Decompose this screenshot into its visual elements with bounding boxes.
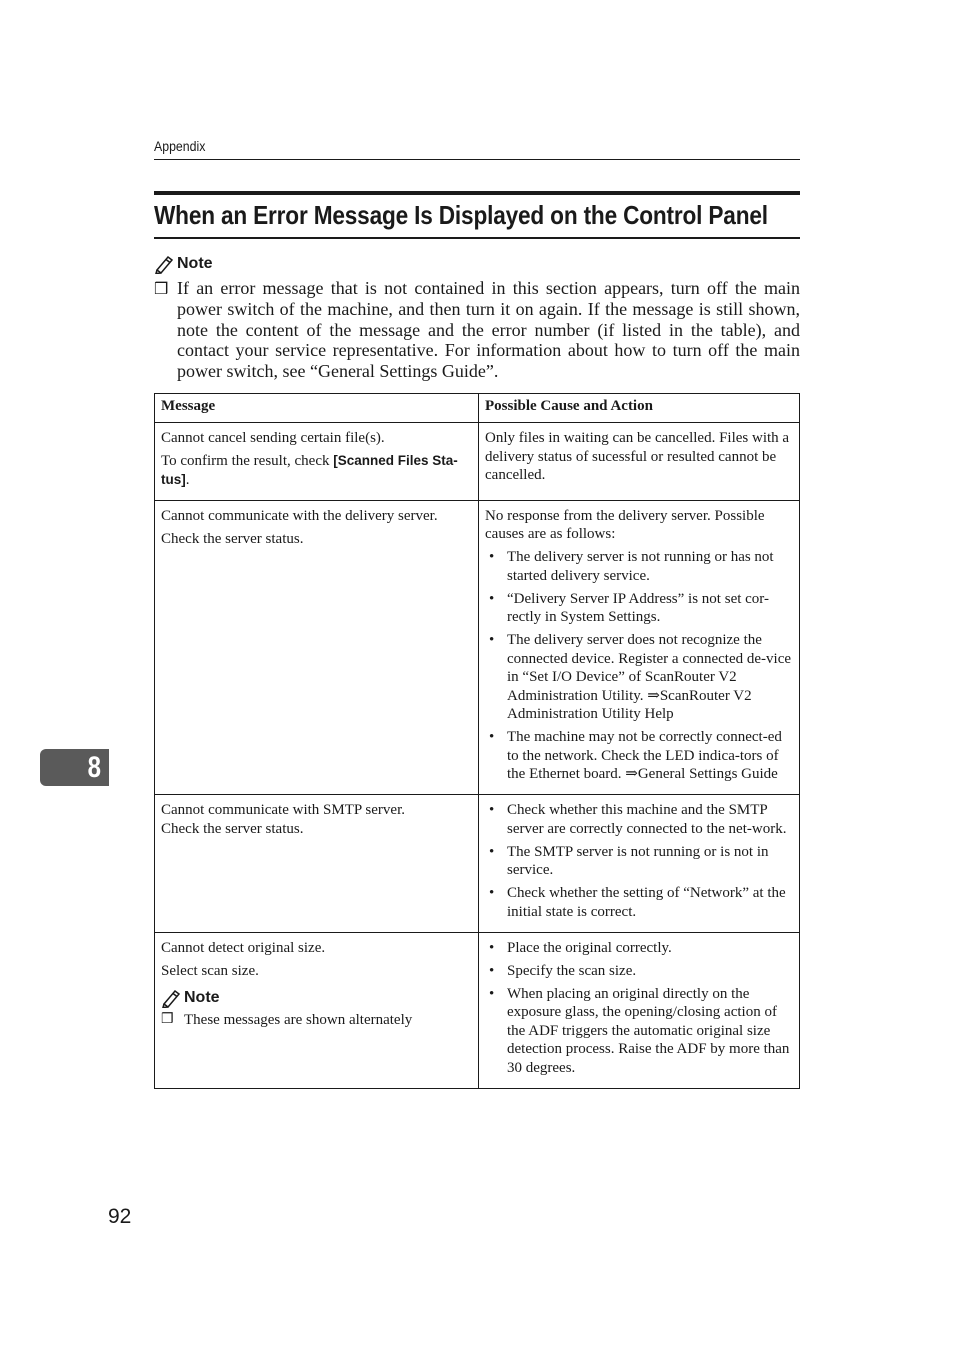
cause-text: Only files in waiting can be cancelled. Files with a delivery status of sucessful or resulted cannot be cancelled. xyxy=(485,430,790,483)
keyword-scanned-files-status: [Scanned Files Sta-tus] xyxy=(161,453,458,487)
message-line xyxy=(161,452,472,489)
cause-cell xyxy=(479,932,800,1088)
page-title: When an Error Message Is Displayed on the Control Panel xyxy=(154,200,768,230)
note-text: If an error message that is not contained in this section appears, turn off the main power switch of the machine, and then turn it on again. If the message is still shown, note the content of the message and the error number (if listed in the table), and contact your service representative. For information about how to turn off the main power switch, see “General Settings Guide”. xyxy=(177,278,800,382)
error-message-table xyxy=(154,393,800,1089)
cause-item: • The delivery server is not running or has not started delivery service. xyxy=(485,548,793,585)
message-cell xyxy=(155,795,479,933)
header-message: Message xyxy=(155,394,479,423)
table-row xyxy=(155,423,800,501)
confirm-suffix: . xyxy=(185,471,190,488)
pencil-note-icon xyxy=(161,988,181,1008)
table-row xyxy=(155,795,800,933)
sub-note-heading xyxy=(161,988,472,1008)
message-line: Check the server status. xyxy=(161,820,304,837)
confirm-prefix: To confirm the result, check xyxy=(161,453,334,469)
page-number: 92 xyxy=(108,1205,132,1228)
message-line: Check the server status. xyxy=(161,530,304,547)
message-line: Select scan size. xyxy=(161,962,259,979)
cause-item: • Specify the scan size. xyxy=(485,962,793,981)
cause-item: • The delivery server does not recognize the connected device. Register a connected de-vice in “Set I/O Device” of ScanRouter V2 Administration Utility. ⇒ScanRouter V2 Administration Utility Help xyxy=(485,631,793,724)
header-cause: Possible Cause and Action xyxy=(479,394,800,423)
cause-cell xyxy=(479,500,800,795)
note-body xyxy=(154,278,800,382)
running-head: Appendix xyxy=(154,138,206,154)
checkbox-bullet-icon: ❒ xyxy=(154,281,169,298)
message-line: Cannot communicate with the delivery server. xyxy=(161,507,438,524)
cause-item: • The machine may not be correctly connect-ed to the network. Check the LED indica-tors of the Ethernet board. ⇒General Settings Guide xyxy=(485,728,793,784)
cause-list xyxy=(485,548,793,784)
sub-note-text: These messages are shown alternately xyxy=(184,1012,413,1028)
note-heading-label: Note xyxy=(177,255,213,272)
cause-item: • When placing an original directly on the exposure glass, the opening/closing action of the ADF triggers the automatic original size detection process. Raise the ADF by more than 30 degrees. xyxy=(485,985,793,1078)
table-row xyxy=(155,500,800,795)
message-cell xyxy=(155,500,479,795)
cause-intro: No response from the delivery server. Possible causes are as follows: xyxy=(485,507,765,542)
message-line: Cannot detect original size. xyxy=(161,939,326,956)
cause-cell xyxy=(479,423,800,501)
pencil-note-icon xyxy=(154,254,174,274)
message-line: Cannot cancel sending certain file(s). xyxy=(161,430,385,446)
cause-item: • Check whether the setting of “Network” at the initial state is correct. xyxy=(485,884,793,921)
cause-list xyxy=(485,801,793,921)
message-cell xyxy=(155,932,479,1088)
title-rule-bottom xyxy=(154,237,800,239)
sub-note-heading-label: Note xyxy=(184,988,220,1006)
title-rule-top xyxy=(154,191,800,195)
table-row xyxy=(155,932,800,1088)
checkbox-bullet-icon: ❒ xyxy=(161,1012,174,1027)
cause-item: • Place the original correctly. xyxy=(485,939,793,958)
message-cell xyxy=(155,423,479,501)
table-header-row xyxy=(155,394,800,423)
chapter-number: 8 xyxy=(87,750,102,784)
cause-list xyxy=(485,939,793,1078)
cause-item: • The SMTP server is not running or is not in service. xyxy=(485,843,793,880)
message-line: Cannot communicate with SMTP server. xyxy=(161,802,405,818)
note-heading xyxy=(154,254,213,274)
running-head-rule xyxy=(154,159,800,160)
cause-item: • Check whether this machine and the SMTP server are correctly connected to the net-work. xyxy=(485,801,793,838)
chapter-tab xyxy=(40,749,109,786)
cause-item: • “Delivery Server IP Address” is not set cor-rectly in System Settings. xyxy=(485,590,793,627)
cause-cell xyxy=(479,795,800,933)
sub-note-item xyxy=(161,1011,472,1030)
